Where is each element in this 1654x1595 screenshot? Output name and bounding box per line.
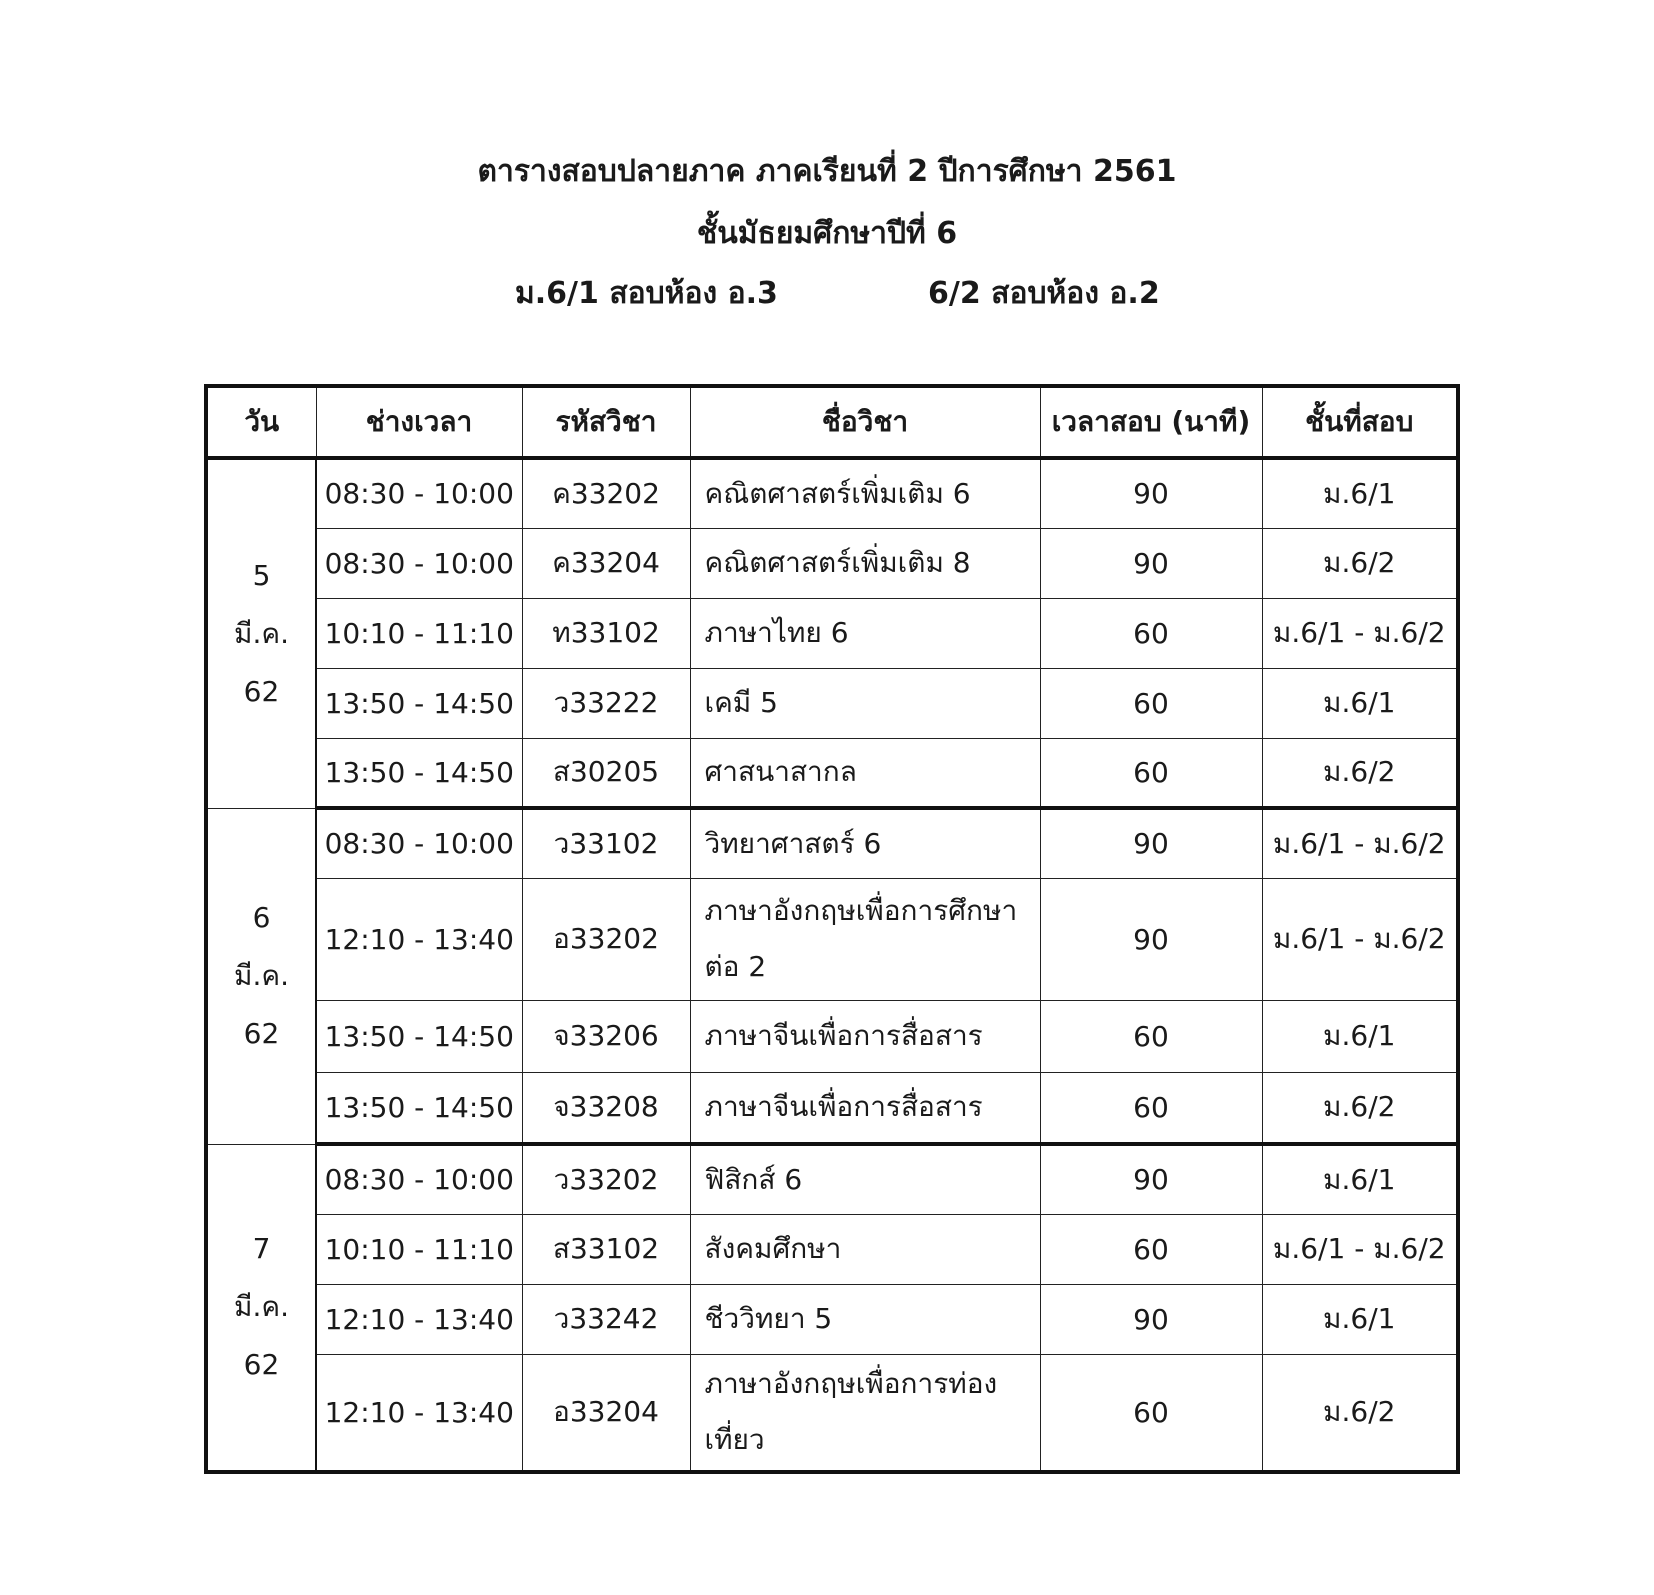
- table-header-row: [206, 386, 1458, 458]
- table-row: [206, 528, 1458, 598]
- day-year: 62: [243, 674, 280, 708]
- table-row: [206, 878, 1458, 1000]
- duration-cell: 90: [1040, 878, 1262, 1000]
- table-row: [206, 1000, 1458, 1072]
- class-cell: ม.6/2: [1262, 1354, 1458, 1472]
- duration-cell: 90: [1040, 458, 1262, 528]
- day-number: 6: [252, 901, 271, 934]
- table-row: [206, 738, 1458, 808]
- time-cell: 08:30 - 10:00: [316, 1144, 522, 1214]
- subject-cell: ภาษาอังกฤษเพื่อการท่องเที่ยว: [690, 1354, 1040, 1472]
- code-cell: อ33202: [522, 878, 690, 1000]
- subject-cell: คณิตศาสตร์เพิ่มเติม 8: [690, 528, 1040, 598]
- duration-cell: 90: [1040, 1284, 1262, 1354]
- duration-cell: 60: [1040, 738, 1262, 808]
- time-cell: 12:10 - 13:40: [316, 1284, 522, 1354]
- time-cell: 13:50 - 14:50: [316, 738, 522, 808]
- code-cell: ค33202: [522, 458, 690, 528]
- code-cell: ส33102: [522, 1214, 690, 1284]
- day-cell: [206, 458, 316, 808]
- column-header-duration: เวลาสอบ (นาที): [1040, 386, 1262, 458]
- time-cell: 10:10 - 11:10: [316, 1214, 522, 1284]
- subject-cell: ภาษาไทย 6: [690, 598, 1040, 668]
- day-number: 5: [252, 558, 271, 592]
- code-cell: จ33206: [522, 1000, 690, 1072]
- table-row: [206, 668, 1458, 738]
- column-header-subject: ชื่อวิชา: [690, 386, 1040, 458]
- table-row: [206, 1354, 1458, 1472]
- subject-cell: ภาษาอังกฤษเพื่อการศึกษาต่อ 2: [690, 878, 1040, 1000]
- column-header-time: ช่างเวลา: [316, 386, 522, 458]
- class-cell: ม.6/2: [1262, 738, 1458, 808]
- page-subtitle: ชั้นมัธยมศึกษาปีที่ 6: [696, 216, 958, 251]
- duration-cell: 90: [1040, 1144, 1262, 1214]
- code-cell: จ33208: [522, 1072, 690, 1144]
- class-cell: ม.6/1: [1262, 1284, 1458, 1354]
- class-cell: ม.6/1: [1262, 668, 1458, 738]
- column-header-code: รหัสวิชา: [522, 386, 690, 458]
- code-cell: ท33102: [522, 598, 690, 668]
- class-cell: ม.6/1 - ม.6/2: [1262, 598, 1458, 668]
- class-cell: ม.6/1: [1262, 1000, 1458, 1072]
- class-cell: ม.6/1 - ม.6/2: [1262, 878, 1458, 1000]
- column-header-day: วัน: [206, 386, 316, 458]
- class-cell: ม.6/2: [1262, 1072, 1458, 1144]
- subject-cell: ชีววิทยา 5: [690, 1284, 1040, 1354]
- class-cell: ม.6/1: [1262, 1144, 1458, 1214]
- duration-cell: 60: [1040, 1354, 1262, 1472]
- table-row: [206, 458, 1458, 528]
- duration-cell: 60: [1040, 668, 1262, 738]
- duration-cell: 60: [1040, 1214, 1262, 1284]
- time-cell: 13:50 - 14:50: [316, 1072, 522, 1144]
- day-year: 62: [243, 1017, 280, 1050]
- subject-cell: เคมี 5: [690, 668, 1040, 738]
- subject-cell: สังคมศึกษา: [690, 1214, 1040, 1284]
- class-cell: ม.6/2: [1262, 528, 1458, 598]
- class-cell: ม.6/1 - ม.6/2: [1262, 1214, 1458, 1284]
- time-cell: 12:10 - 13:40: [316, 1354, 522, 1472]
- day-year: 62: [243, 1348, 280, 1382]
- column-header-class: ชั้นที่สอบ: [1262, 386, 1458, 458]
- code-cell: ว33102: [522, 808, 690, 878]
- subject-cell: ศาสนาสากล: [690, 738, 1040, 808]
- time-cell: 08:30 - 10:00: [316, 528, 522, 598]
- code-cell: อ33204: [522, 1354, 690, 1472]
- day-month: มี.ค.: [234, 959, 289, 992]
- time-cell: 13:50 - 14:50: [316, 668, 522, 738]
- table-row: [206, 1144, 1458, 1214]
- room-assignment-6-1: ม.6/1 สอบห้อง อ.3: [515, 276, 778, 311]
- code-cell: ว33242: [522, 1284, 690, 1354]
- day-month: มี.ค.: [234, 1290, 289, 1324]
- exam-schedule-table: [204, 384, 1460, 1474]
- class-cell: ม.6/1 - ม.6/2: [1262, 808, 1458, 878]
- table-row: [206, 1214, 1458, 1284]
- duration-cell: 60: [1040, 598, 1262, 668]
- time-cell: 10:10 - 11:10: [316, 598, 522, 668]
- code-cell: ค33204: [522, 528, 690, 598]
- subject-cell: ภาษาจีนเพื่อการสื่อสาร: [690, 1000, 1040, 1072]
- page-title: ตารางสอบปลายภาค ภาคเรียนที่ 2 ปีการศึกษา 2561: [477, 154, 1177, 189]
- time-cell: 13:50 - 14:50: [316, 1000, 522, 1072]
- subject-cell: ภาษาจีนเพื่อการสื่อสาร: [690, 1072, 1040, 1144]
- duration-cell: 90: [1040, 528, 1262, 598]
- day-cell: [206, 808, 316, 1144]
- subject-cell: ฟิสิกส์ 6: [690, 1144, 1040, 1214]
- duration-cell: 90: [1040, 808, 1262, 878]
- room-assignment-6-2: 6/2 สอบห้อง อ.2: [928, 276, 1160, 311]
- time-cell: 12:10 - 13:40: [316, 878, 522, 1000]
- table-row: [206, 1284, 1458, 1354]
- duration-cell: 60: [1040, 1072, 1262, 1144]
- time-cell: 08:30 - 10:00: [316, 458, 522, 528]
- day-cell: [206, 1144, 316, 1472]
- table-row: [206, 598, 1458, 668]
- subject-cell: คณิตศาสตร์เพิ่มเติม 6: [690, 458, 1040, 528]
- code-cell: ว33222: [522, 668, 690, 738]
- time-cell: 08:30 - 10:00: [316, 808, 522, 878]
- subject-cell: วิทยาศาสตร์ 6: [690, 808, 1040, 878]
- duration-cell: 60: [1040, 1000, 1262, 1072]
- day-month: มี.ค.: [234, 616, 289, 650]
- table-row: [206, 1072, 1458, 1144]
- code-cell: ว33202: [522, 1144, 690, 1214]
- class-cell: ม.6/1: [1262, 458, 1458, 528]
- code-cell: ส30205: [522, 738, 690, 808]
- table-row: [206, 808, 1458, 878]
- day-number: 7: [252, 1232, 271, 1266]
